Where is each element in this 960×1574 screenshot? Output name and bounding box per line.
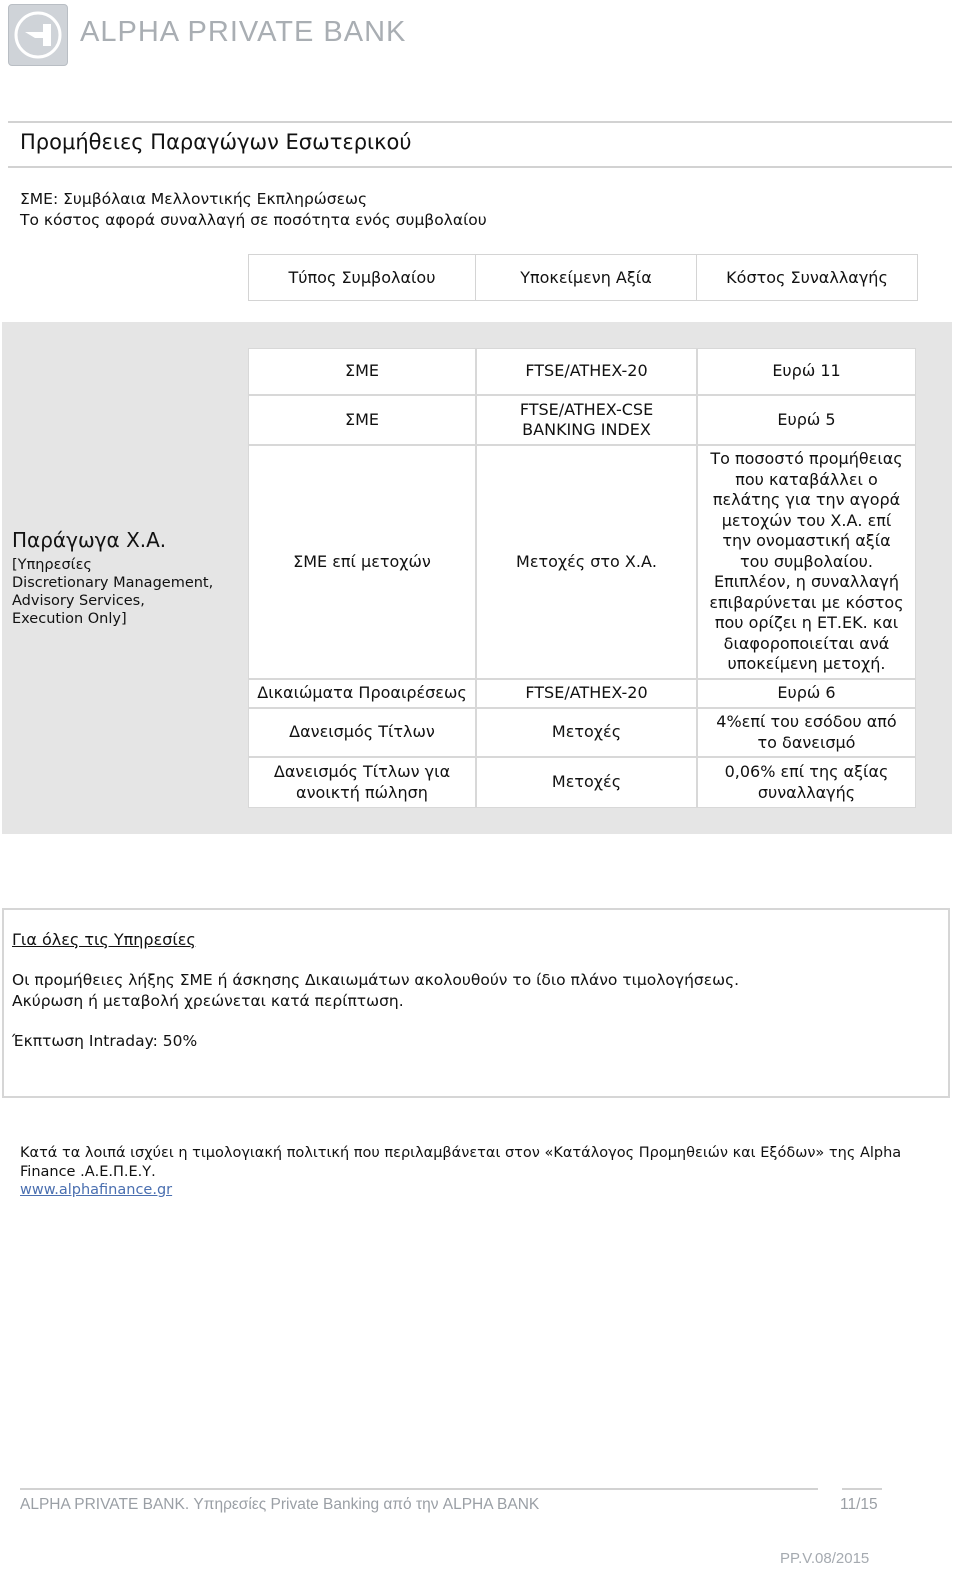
table-cell-underlying: FTSE/ATHEX-20 (477, 349, 696, 394)
section-label-line: Discretionary Management, (12, 575, 214, 591)
table-cell-underlying: Μετοχές στο Χ.Α. (477, 446, 696, 678)
table-cell-underlying: Μετοχές (477, 709, 696, 756)
logo (8, 4, 68, 66)
section-label-line: Execution Only] (12, 611, 127, 627)
table-cell-underlying: FTSE/ATHEX-20 (477, 680, 696, 707)
table-cell-type: ΣΜΕ επί μετοχών (249, 446, 475, 678)
table-cell-cost: 0,06% επί της αξίας συναλλαγής (698, 758, 915, 807)
section-label (12, 528, 242, 628)
table-cell-type: ΣΜΕ (249, 396, 475, 444)
footer-text: ALPHA PRIVATE BANK. Υπηρεσίες Private Banking από την ALPHA BANK (20, 1496, 540, 1513)
note-line-2: Finance .Α.Ε.Π.Ε.Υ. (20, 1164, 156, 1180)
footer-rule (842, 1488, 882, 1490)
table-cell-underlying: FTSE/ATHEX-CSE BANKING INDEX (477, 396, 696, 444)
section-label-line: [Υπηρεσίες (12, 557, 92, 573)
table-cell-type: Δανεισμός Τίτλων (249, 709, 475, 756)
table-cell-cost: Ευρώ 5 (698, 396, 915, 444)
table-cell-cost: Το ποσοστό προμήθειας που καταβάλλει ο πελάτης για την αγορά μετοχών του Χ.Α. επί την ονομαστική αξία του συμβολαίου. Επιπλέον, η συναλλαγή επιβαρύνεται με κόστος που ορίζει η ΕΤ.ΕΚ. και διαφοροποιείται ανά υποκείμενη μετοχή. (698, 446, 915, 678)
fees-table (248, 348, 916, 808)
table-cell-cost: Ευρώ 6 (698, 680, 915, 707)
table-cell-type: Δικαιώματα Προαιρέσεως (249, 680, 475, 707)
info-heading: Για όλες τις Υπηρεσίες (12, 930, 196, 949)
info-line-3: Έκπτωση Intraday: 50% (12, 1032, 198, 1050)
footer-rule (20, 1488, 818, 1490)
intro-line-2: Το κόστος αφορά συναλλαγή σε ποσότητα ενός συμβολαίου (20, 211, 487, 229)
brand-name: ALPHA PRIVATE BANK (80, 16, 407, 48)
table-cell-cost: Ευρώ 11 (698, 349, 915, 394)
alphafinance-link[interactable]: www.alphafinance.gr (20, 1182, 173, 1198)
section-label-line: Advisory Services, (12, 593, 145, 609)
title-top-rule (8, 121, 952, 123)
section-label-title: Παράγωγα Χ.Α. (12, 528, 167, 552)
title-bottom-rule (8, 166, 952, 168)
column-header-table (248, 254, 918, 301)
page-title: Προμήθειες Παραγώγων Εσωτερικού (20, 130, 412, 154)
table-cell-underlying: Μετοχές (477, 758, 696, 807)
table-cell-cost: 4%επί του εσόδου από το δανεισμό (698, 709, 915, 756)
alpha-logo-icon (13, 10, 63, 60)
info-line-1: Οι προμήθειες λήξης ΣΜΕ ή άσκησης Δικαιωμάτων ακολουθούν το ίδιο πλάνο τιμολογήσεως. (12, 971, 740, 989)
info-line-2: Ακύρωση ή μεταβολή χρεώνεται κατά περίπτωση. (12, 992, 404, 1010)
column-header-underlying: Υποκείμενη Αξία (476, 255, 697, 300)
document-code: PP.V.08/2015 (780, 1550, 870, 1567)
page-number: 11/15 (840, 1496, 878, 1513)
table-cell-type: ΣΜΕ (249, 349, 475, 394)
column-header-cost: Κόστος Συναλλαγής (697, 255, 917, 300)
note-line-1: Κατά τα λοιπά ισχύει η τιμολογιακή πολιτική που περιλαμβάνεται στον «Κατάλογος Προμηθειών και Εξόδων» της Alpha (20, 1145, 902, 1161)
column-header-type: Τύπος Συμβολαίου (249, 255, 476, 300)
intro-line-1: ΣΜΕ: Συμβόλαια Μελλοντικής Εκπληρώσεως (20, 190, 368, 208)
table-cell-type: Δανεισμός Τίτλων για ανοικτή πώληση (249, 758, 475, 807)
